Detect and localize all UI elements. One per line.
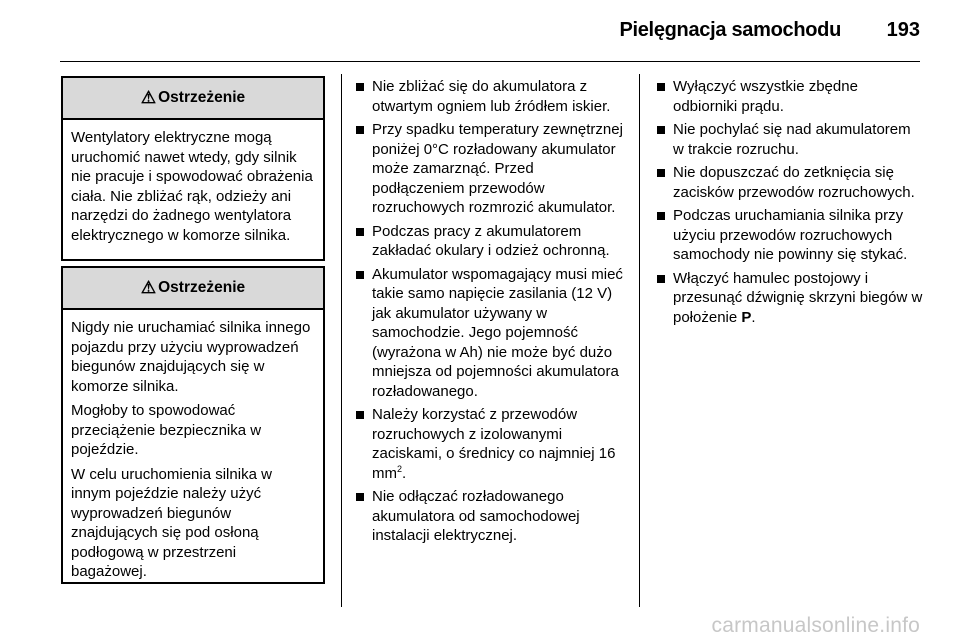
bullet-square-icon — [356, 83, 364, 91]
list-item — [356, 77, 630, 116]
column-divider-left — [341, 74, 342, 607]
list-item — [657, 163, 925, 202]
list-item-text: Włączyć hamulec postojowy i przesunąć dźwignię skrzyni biegów w położenie — [673, 269, 923, 326]
bullet-square-icon — [657, 169, 665, 177]
warning-box — [61, 266, 325, 584]
bullet-list — [356, 77, 630, 546]
list-item-text: Nie pochylać się nad akumulatorem w trakcie rozruchu. — [673, 121, 911, 158]
list-item-text: Przy spadku temperatury zewnętrznej poniżej 0°C rozładowany akumulator może zamarznąć. Przed podłączeniem przewodów rozruchowych rozmrozić akumulator. — [372, 121, 623, 216]
list-item — [657, 120, 925, 159]
bullet-list — [657, 77, 925, 327]
watermark: carmanualsonline.info — [711, 614, 920, 637]
superscript: 2 — [397, 463, 403, 474]
list-item — [657, 77, 925, 116]
warning-triangle-icon: ⚠ — [140, 278, 157, 297]
bullet-square-icon — [657, 83, 665, 91]
list-item-text: Nie odłączać rozładowanego akumulatora od samochodowej instalacji elektrycznej. — [372, 488, 580, 544]
list-item — [657, 206, 925, 265]
list-item — [356, 405, 630, 483]
bullet-square-icon — [657, 126, 665, 134]
bullet-square-icon — [657, 212, 665, 220]
list-item-text: Podczas uruchamiania silnika przy użyciu przewodów rozruchowych samochody nie powinny się stykać. — [673, 207, 908, 263]
column-divider-right — [639, 74, 640, 607]
list-item-text: Nie dopuszczać do zetknięcia się zacisków przewodów rozruchowych. — [673, 164, 915, 201]
list-item-suffix: . — [751, 308, 756, 326]
bullet-square-icon — [356, 126, 364, 134]
warning-body — [63, 120, 323, 253]
warning-paragraph: Nigdy nie uruchamiać silnika innego pojazdu przy użyciu wyprowadzeń biegunów znajdujących się w komorze silnika. — [71, 319, 311, 395]
warning-triangle-icon: ⚠ — [140, 88, 157, 107]
right-column — [657, 77, 925, 331]
warning-body — [63, 310, 323, 590]
warning-paragraph: Wentylatory elektryczne mogą uruchomić nawet wtedy, gdy silnik nie pracuje i spowodować obrażenia ciała. Nie zbliżać rąk, odzieży ani narzędzi do żadnego wentylatora elektrycznego w komorze silnika. — [71, 129, 313, 244]
warning-box — [61, 76, 325, 261]
warning-paragraph: W celu uruchomienia silnika w innym pojeździe należy użyć wyprowadzeń biegunów znajdujących się pod osłoną podłogową w przestrzeni bagażowej. — [71, 465, 272, 580]
bullet-square-icon — [356, 493, 364, 501]
bullet-square-icon — [657, 275, 665, 283]
warning-title: Ostrzeżenie — [158, 279, 246, 296]
list-item — [356, 265, 630, 402]
warning-box-header — [63, 268, 323, 310]
list-item — [356, 120, 630, 218]
list-item-suffix: . — [402, 464, 407, 482]
list-item — [356, 487, 630, 546]
list-item — [657, 269, 925, 328]
middle-column — [356, 77, 630, 550]
list-item-text: Akumulator wspomagający musi mieć takie samo napięcie zasilania (12 V) jak akumulator używany w samochodzie. Jego pojemność (wyrażona w Ah) nie może być dużo mniejsza od pojemności akumulatora rozładowanego. — [372, 265, 623, 400]
page-header-title: Pielęgnacja samochodu — [619, 19, 841, 41]
bullet-square-icon — [356, 228, 364, 236]
list-item-text: Należy korzystać z przewodów rozruchowych z izolowanymi zaciskami, o średnicy co najmniej 16 mm — [372, 406, 616, 482]
warning-title: Ostrzeżenie — [158, 89, 246, 106]
header-divider — [60, 61, 920, 62]
list-item-text: Podczas pracy z akumulatorem zakładać okulary i odzież ochronną. — [372, 222, 610, 259]
page-number: 193 — [886, 19, 920, 41]
warning-box-header — [63, 78, 323, 120]
bullet-square-icon — [356, 411, 364, 419]
list-item-text: Nie zbliżać się do akumulatora z otwartym ogniem lub źródłem iskier. — [372, 78, 611, 115]
warning-paragraph: Mogłoby to spowodować przeciążenie bezpiecznika w pojeździe. — [71, 402, 262, 458]
list-item-text: Wyłączyć wszystkie zbędne odbiorniki prądu. — [673, 78, 858, 115]
bullet-square-icon — [356, 271, 364, 279]
gear-position-label: P — [741, 308, 752, 326]
list-item — [356, 222, 630, 261]
